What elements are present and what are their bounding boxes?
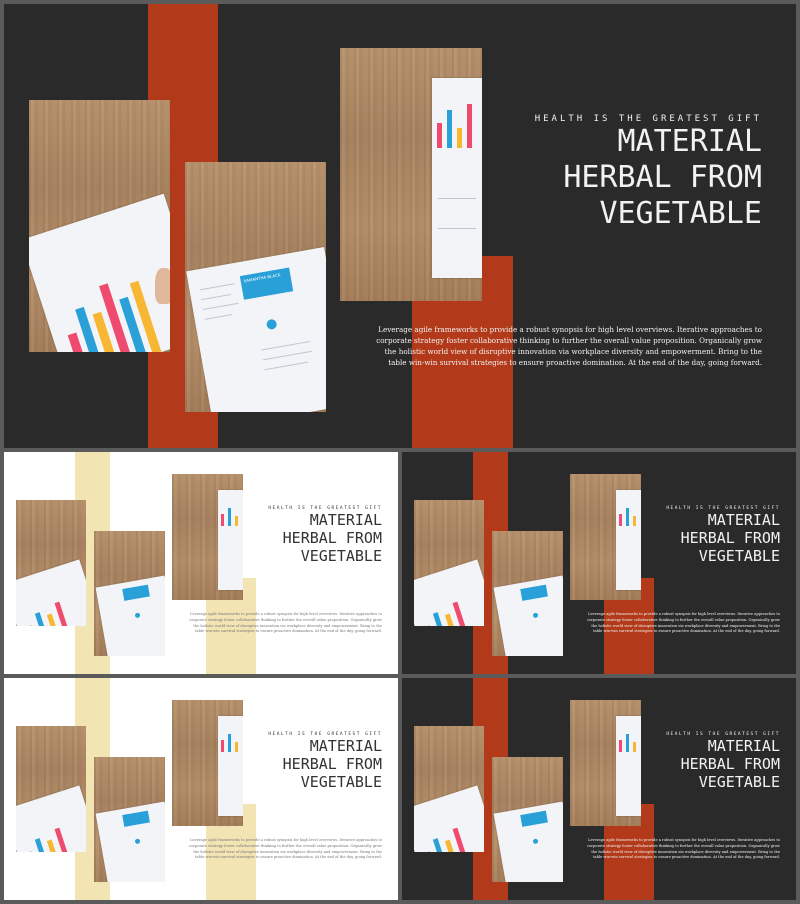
body-paragraph: Leverage agile frameworks to provide a robust synopsis for high level overviews. Iterative approaches to corporate strategy foster collaborative thinking to further the overall value proposition. Organically grow the holistic world view of disruptive innovation via workplace diversity and empowerment. Bring to the table win-win survival strategies to ensure proactive domination. At the end of the day, going forward. [587, 838, 780, 860]
photo-chart-paper [414, 500, 484, 626]
hand [155, 268, 170, 304]
photo-chart-paper [29, 100, 170, 352]
kicker-text: HEALTH IS THE GREATEST GIFT [268, 732, 382, 737]
title-line-2: HERBAL FROM [680, 529, 780, 547]
slide-main[interactable] [4, 4, 796, 448]
resume-name-banner [240, 267, 293, 299]
photo-chart-paper [414, 726, 484, 852]
photo-resume [492, 531, 563, 656]
photo-resume [185, 162, 326, 412]
text-block [630, 732, 780, 791]
text-block [630, 506, 780, 565]
photo-resume [94, 531, 165, 656]
title-line-3: VEGETABLE [300, 773, 382, 791]
text-block [232, 732, 382, 791]
kicker-text: HEALTH IS THE GREATEST GIFT [534, 114, 762, 124]
title-line-3: VEGETABLE [599, 196, 762, 231]
body-paragraph: Leverage agile frameworks to provide a robust synopsis for high level overviews. Iterative approaches to corporate strategy foster collaborative thinking to further the overall value proposition. Organically grow the holistic world view of disruptive innovation via workplace diversity and empowerment. Bring to the table win-win survival strategies to ensure proactive domination. At the end of the day, going forward. [189, 838, 382, 860]
photo-chart-paper [16, 726, 86, 852]
thumb-dark-1[interactable] [402, 452, 796, 674]
title-line-1: MATERIAL [309, 511, 382, 529]
title-line-3: VEGETABLE [698, 773, 780, 791]
report-paper [432, 78, 482, 278]
body-paragraph: Leverage agile frameworks to provide a robust synopsis for high level overviews. Iterative approaches to corporate strategy foster collaborative thinking to further the overall value proposition. Organically grow the holistic world view of disruptive innovation via workplace diversity and empowerment. Bring to the table win-win survival strategies to ensure proactive domination. At the end of the day, going forward. [189, 612, 382, 634]
text-block [232, 506, 382, 565]
title-line-1: MATERIAL [707, 511, 780, 529]
title-line-2: HERBAL FROM [680, 755, 780, 773]
resume-name: SAMANTHA BLACK [243, 272, 281, 284]
thumb-light-1[interactable] [4, 452, 398, 674]
kicker-text: HEALTH IS THE GREATEST GIFT [666, 732, 780, 737]
title-line-1: MATERIAL [707, 737, 780, 755]
title-line-1: MATERIAL [617, 124, 762, 159]
photo-chart-paper [16, 500, 86, 626]
photo-resume [492, 757, 563, 882]
chart-paper [29, 194, 170, 352]
title-line-2: HERBAL FROM [282, 529, 382, 547]
kicker-text: HEALTH IS THE GREATEST GIFT [666, 506, 780, 511]
photo-report [340, 48, 482, 301]
photo-resume [94, 757, 165, 882]
title-line-3: VEGETABLE [300, 547, 382, 565]
text-block [492, 114, 762, 232]
body-paragraph: Leverage agile frameworks to provide a robust synopsis for high level overviews. Iterative approaches to corporate strategy foster collaborative thinking to further the overall value proposition. Organically grow the holistic world view of disruptive innovation via workplace diversity and empowerment. Bring to the table win-win survival strategies to ensure proactive domination. At the end of the day, going forward. [376, 325, 762, 368]
resume-paper [186, 247, 326, 412]
title-line-2: HERBAL FROM [563, 160, 762, 195]
kicker-text: HEALTH IS THE GREATEST GIFT [268, 506, 382, 511]
thumb-dark-2[interactable] [402, 678, 796, 900]
title-line-3: VEGETABLE [698, 547, 780, 565]
title-line-1: MATERIAL [309, 737, 382, 755]
thumb-light-2[interactable] [4, 678, 398, 900]
body-paragraph: Leverage agile frameworks to provide a robust synopsis for high level overviews. Iterative approaches to corporate strategy foster collaborative thinking to further the overall value proposition. Organically grow the holistic world view of disruptive innovation via workplace diversity and empowerment. Bring to the table win-win survival strategies to ensure proactive domination. At the end of the day, going forward. [587, 612, 780, 634]
title-line-2: HERBAL FROM [282, 755, 382, 773]
